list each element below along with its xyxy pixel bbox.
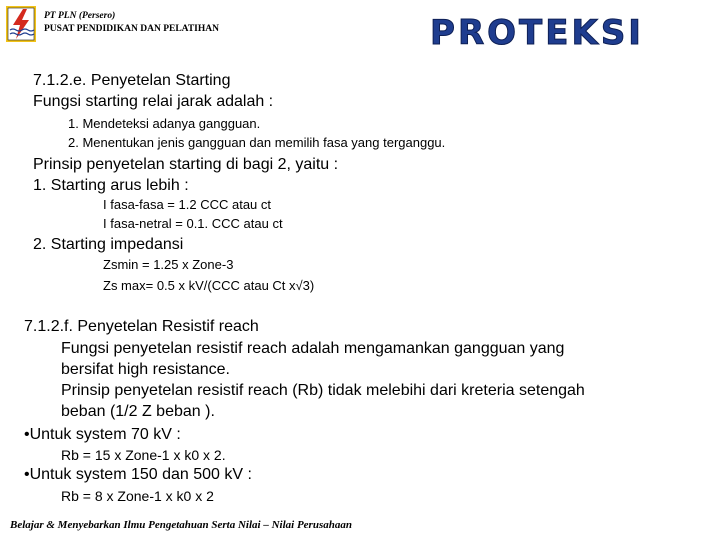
section-f-title: 7.1.2.f. Penyetelan Resistif reach	[24, 318, 259, 335]
section-e-title: 7.1.2.e. Penyetelan Starting	[33, 72, 231, 89]
proteksi-banner	[384, 12, 690, 52]
principle-text: Prinsip penyetelan starting di bagi 2, yaitu :	[33, 156, 339, 173]
impedance-item-1: Zsmin = 1.25 x Zone-3	[103, 257, 234, 272]
function-item-2: 2. Menentukan jenis gangguan dan memilih fasa yang terganggu.	[68, 135, 446, 150]
org-line-1: PT PLN (Persero)	[44, 11, 116, 21]
footer-tagline: Belajar & Menyebarkan Ilmu Pengetahuan Serta Nilai – Nilai Perusahaan	[10, 519, 352, 531]
slide-header	[0, 0, 720, 60]
section-e-intro: Fungsi starting relai jarak adalah :	[33, 93, 274, 110]
banner-text: PROTEKSI	[430, 13, 644, 52]
overcurrent-item-1: I fasa-fasa = 1.2 CCC atau ct	[103, 197, 271, 212]
pln-logo-icon	[6, 6, 36, 42]
overcurrent-item-2: I fasa-netral = 0.1. CCC atau ct	[103, 216, 283, 231]
section-f-line-4: beban (1/2 Z beban ).	[61, 403, 215, 420]
impedance-item-2: Zs max= 0.5 x kV/(CCC atau Ct x√3)	[103, 278, 315, 293]
organization-name	[44, 10, 219, 36]
system-70kv-title: •Untuk system 70 kV :	[24, 426, 181, 443]
system-150-500kv-title: •Untuk system 150 dan 500 kV :	[24, 466, 252, 483]
org-line-2: PUSAT PENDIDIKAN DAN PELATIHAN	[44, 24, 219, 34]
section-f-line-2: bersifat high resistance.	[61, 361, 230, 378]
impedance-title: 2. Starting impedansi	[33, 236, 184, 253]
section-f-line-1: Fungsi penyetelan resistif reach adalah mengamankan gangguan yang	[61, 340, 565, 357]
function-item-1: 1. Mendeteksi adanya gangguan.	[68, 116, 261, 131]
section-f-line-3: Prinsip penyetelan resistif reach (Rb) tidak melebihi dari kreteria setengah	[61, 382, 585, 399]
system-70kv-formula: Rb = 15 x Zone-1 x k0 x 2.	[61, 447, 226, 463]
overcurrent-title: 1. Starting arus lebih :	[33, 177, 189, 194]
system-150-500kv-formula: Rb = 8 x Zone-1 x k0 x 2	[61, 488, 214, 504]
